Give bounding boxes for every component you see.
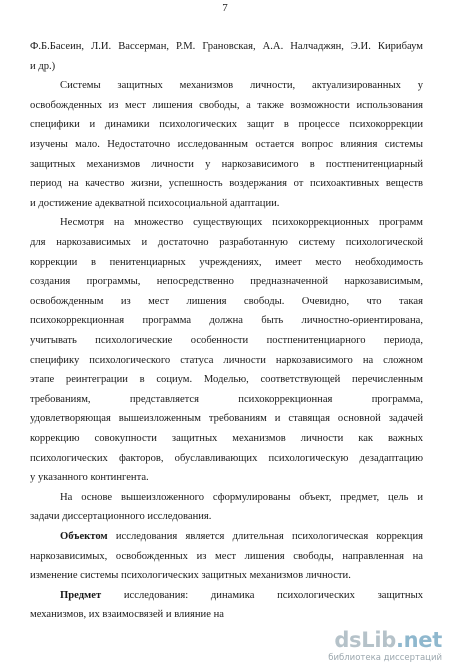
text-line xyxy=(30,550,423,564)
text-line xyxy=(30,236,423,250)
line-text: исследования является длительная психологическая коррекция xyxy=(107,531,423,542)
text-line xyxy=(30,118,423,132)
text-line xyxy=(30,177,423,191)
text-line xyxy=(30,99,423,113)
line-text: наркозависимых, освобожденных из мест лишения свободы, направленная на xyxy=(30,550,423,562)
text-line xyxy=(30,569,423,583)
watermark-brand-main: dsLib xyxy=(334,628,396,652)
line-text: специфики и динамики психологических защит в процессе психокоррекции xyxy=(30,119,423,131)
text-line xyxy=(60,530,423,544)
line-text: период на качество жизни, успешность воздержания от психоактивных веществ xyxy=(30,178,423,190)
bold-term: Объектом xyxy=(60,531,108,542)
text-line xyxy=(30,256,423,270)
text-line xyxy=(60,216,423,230)
line-text: у указанного контингента. xyxy=(30,472,149,484)
line-text: изучены мало. Недостаточно исследованным остается вопрос влияния системы xyxy=(30,139,423,150)
text-line xyxy=(30,60,423,74)
line-text: психокоррекционная программа должна быть личностно-ориентирована, xyxy=(30,315,423,327)
line-text: удовлетворяющая вышеизложенным требованиям и ставящая основной задачей xyxy=(30,413,423,425)
text-line xyxy=(30,334,423,348)
watermark-subtitle: библиотека диссертаций xyxy=(328,653,442,663)
text-line xyxy=(30,40,423,54)
text-line xyxy=(30,452,423,466)
bold-term: Предмет xyxy=(60,589,102,601)
line-text: создания программы, непосредственно предназначенной наркозависимым, xyxy=(30,276,423,288)
text-line xyxy=(30,197,423,211)
text-line xyxy=(30,432,423,446)
line-text: задачи диссертационного исследования. xyxy=(30,511,212,523)
text-line xyxy=(30,412,423,426)
line-text: для наркозависимых и достаточно разработанную систему психологической xyxy=(30,237,423,248)
line-text: и др.) xyxy=(30,60,56,72)
line-text: коррекцию совокупности защитных механизмов личности как важных xyxy=(30,433,423,444)
line-text: На основе вышеизложенного сформулированы объект, предмет, цель и xyxy=(60,491,423,503)
text-line xyxy=(30,158,423,172)
text-line xyxy=(60,79,423,93)
line-text: специфику психологического статуса личности наркозависимого на сложном xyxy=(30,354,423,366)
line-text: этапе реинтеграции в социум. Моделью, соответствующей перечисленным xyxy=(30,374,423,386)
line-text: и достижение адекватной психосоциальной адаптации. xyxy=(30,197,280,209)
line-text: освобожденных из мест лишения свободы, а также возможности использования xyxy=(30,99,423,111)
line-text: изменение системы психологических защитных механизмов личности. xyxy=(30,570,351,582)
line-text: учитывать психологические особенности постпенитенциарного периода, xyxy=(30,335,423,346)
text-line xyxy=(60,589,423,603)
text-line xyxy=(30,354,423,368)
text-line xyxy=(30,471,423,485)
watermark-brand-accent: .net xyxy=(395,628,442,652)
text-line xyxy=(30,314,423,328)
text-line xyxy=(30,295,423,309)
line-text: защитных механизмов личности у наркозависимого в постпенитенциарный xyxy=(30,158,423,170)
text-line xyxy=(30,608,423,622)
line-text: Ф.Б.Басеин, Л.И. Вассерман, Р.М. Грановская, А.А. Налчаджян, Э.И. Кирибаум xyxy=(30,41,423,52)
text-line xyxy=(30,138,423,152)
text-line xyxy=(30,393,423,407)
watermark-brand xyxy=(334,628,442,652)
line-text: исследования: динамика психологических защитных xyxy=(101,589,423,601)
watermark-logo xyxy=(324,628,442,668)
text-line xyxy=(30,510,423,524)
text-line xyxy=(60,491,423,505)
page-number: 7 xyxy=(222,2,228,14)
line-text: требованиям, представляется психокоррекционная программа, xyxy=(30,393,423,405)
line-text: психологических факторов, обуславливающих психологическую дезадаптацию xyxy=(30,452,423,464)
text-line xyxy=(30,373,423,387)
text-line xyxy=(30,275,423,289)
line-text: Несмотря на множество существующих психокоррекционных программ xyxy=(60,217,423,229)
line-text: Системы защитных механизмов личности, актуализированных у xyxy=(60,80,423,92)
line-text: механизмов, их взаимосвязей и влияние на xyxy=(30,609,224,621)
line-text: освобожденным из мест лишения свободы. Очевидно, что такая xyxy=(30,295,423,307)
line-text: коррекции в пенитенциарных учреждениях, имеет место необходимость xyxy=(30,256,423,268)
